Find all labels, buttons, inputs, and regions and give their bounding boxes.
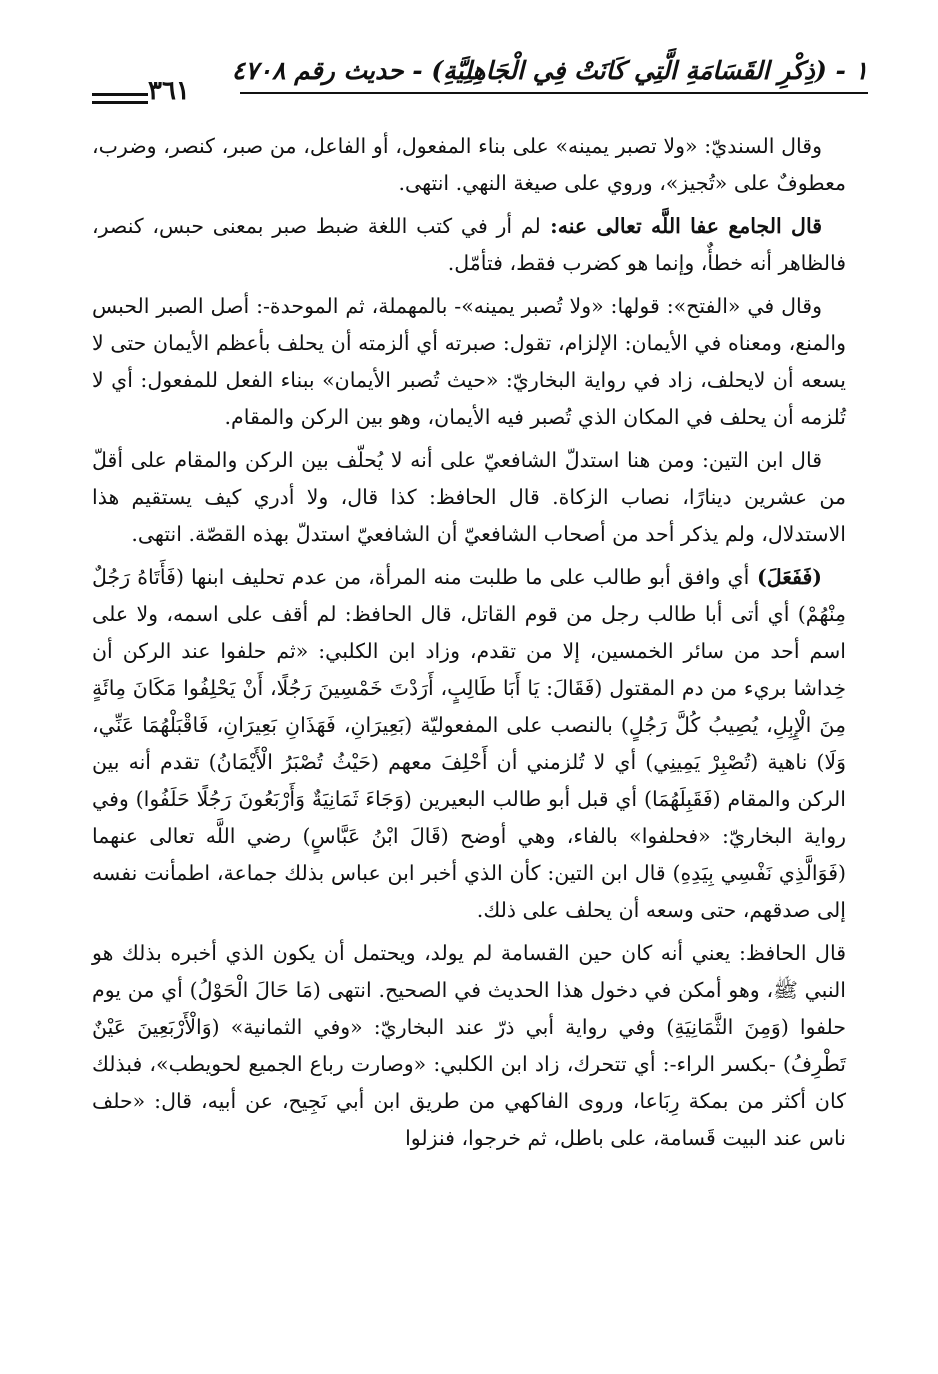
paragraph-2-lead: قال الجامع عفا اللَّه تعالى عنه: <box>540 214 822 238</box>
running-title: ١ - (ذِكْرِ القَسَامَةِ الَّتِي كَانَتْ فِي الْجَاهِلِيَّةِ) - حديث رقم ٤٧٠٨ <box>231 56 868 85</box>
page-number-rule-bottom <box>92 101 148 104</box>
paragraph-4 <box>92 442 846 553</box>
paragraph-6 <box>92 935 846 1157</box>
paragraph-3-text: وقال في «الفتح»: قولها: «ولا تُصبر يمينه»- بالمهملة، ثم الموحدة-: أصل الصبر الحبس والمنع، ومعناه في الأيمان: الإلزام، تقول: صبرته أي ألزمته أن يحلف بأعظم الأيمان حتى لا يسعه أن لايحلف، زاد في رواية البخاريّ: «حيث تُصبر الأيمان» ببناء الفعل للمفعول: أي لا تُلزمه أن يحلف في المكان الذي تُصبر فيه الأيمان، وهو بين الركن والمقام. <box>92 294 846 429</box>
header-rule <box>240 92 868 94</box>
paragraph-2-text: لم أر في كتب اللغة ضبط صبر بمعنى حبس، كنصر، فالظاهر أنه خطأٌ، وإنما هو كضرب فقط، فتأمّل. <box>92 214 846 275</box>
paragraph-4-text: قال ابن التين: ومن هنا استدلّ الشافعيّ على أنه لا يُحلّف بين الركن والمقام على أقلّ من عشرين دينارًا، نصاب الزكاة. قال الحافظ: كذا قال، ولا أدري كيف يستقيم هذا الاستدلال، ولم يذكر أحد من أصحاب الشافعيّ أن الشافعيّ استدلّ بهذه القصّة. انتهى. <box>92 448 846 546</box>
page-number-rule-top <box>92 93 148 96</box>
paragraph-5-lead: (فَفَعَلَ) <box>749 565 822 589</box>
paragraph-1-text: وقال السنديّ: «ولا تصبر يمينه» على بناء المفعول، أو الفاعل، من صبر، كنصر، وضرب، معطوفٌ على «تُجيز»، وروي على صيغة النهي. انتهى. <box>92 134 846 195</box>
paragraph-3 <box>92 288 846 436</box>
paragraph-5 <box>92 559 846 929</box>
page-number: ٣٦١ <box>148 76 190 106</box>
paragraph-1 <box>92 128 846 202</box>
paragraph-6-text: قال الحافظ: يعني أنه كان حين القسامة لم يولد، ويحتمل أن يكون الذي أخبره بذلك هو النبي ﷺ، وهو أمكن في دخول هذا الحديث في الصحيح. انتهى (مَا حَالَ الْحَوْلُ) أي من يوم حلفوا (وَمِنَ الثَّمَانِيَةِ) وفي رواية أبي ذرّ عند البخاريّ: «وفي الثمانية» (وَالْأَرْبَعِينَ عَيْنٌ تَطْرِفُ) -بكسر الراء-: أي تتحرك، زاد ابن الكلبي: «وصارت رباع الجميع لحويطب»، فبذلك كان أكثر من بمكة رِبَاعا، وروى الفاكهي من طريق ابن أبي نَجِيح، عن أبيه، قال: «حلف ناس عند البيت قَسامة، على باطل، ثم خرجوا، فنزلوا <box>92 941 846 1150</box>
page-header <box>70 50 868 122</box>
paragraph-5-text: أي وافق أبو طالب على ما طلبت منه المرأة، من عدم تحليف ابنها (فَأَتَاهُ رَجُلٌ مِنْهُمْ) أي أتى أبا طالب رجل من قوم القاتل، قال الحافظ: لم أقف على اسمه، ولا على اسم أحد من سائر الخمسين، إلا من تقدم، وزاد ابن الكلبي: «ثم حلفوا عند الركن أن خِداشا بريء من دم المقتول (فَقَالَ: يَا أَبَا طَالِبٍ، أَرَدْتَ خَمْسِينَ رَجُلًا، أَنْ يَحْلِفُوا مَكَانَ مِائَةٍ مِنَ الْإِبِلِ، يُصِيبُ كُلَّ رَجُلٍ) بالنصب على المفعوليّة (بَعِيرَانِ، فَهَذَانِ بَعِيرَانِ، فَاقْبَلْهُمَا عَنِّي، وَلَا) ناهية (تُصْبِرْ يَمِينِي) أي لا تُلزمني أن أَحْلِفَ معهم (حَيْثُ تُصْبَرُ الْأَيْمَانُ) تقدم أنه بين الركن والمقام (فَقَبِلَهُمَا) أي قبل أبو طالب البعيرين (وَجَاءَ ثَمَانِيَةٌ وَأَرْبَعُونَ رَجُلًا حَلَفُوا) وفي رواية البخاريّ: «فحلفوا» بالفاء، وهي أوضح (قَالَ ابْنُ عَبَّاسٍ) رضي اللَّه تعالى عنهما (فَوَالَّذِي نَفْسِي بِيَدِهِ) قال ابن التين: كأن الذي أخبر ابن عباس بذلك جماعة، اطمأنت نفسه إلى صدقهم، حتى وسعه أن يحلف على ذلك. <box>92 565 846 922</box>
paragraph-2 <box>92 208 846 282</box>
body-text <box>92 128 846 1163</box>
